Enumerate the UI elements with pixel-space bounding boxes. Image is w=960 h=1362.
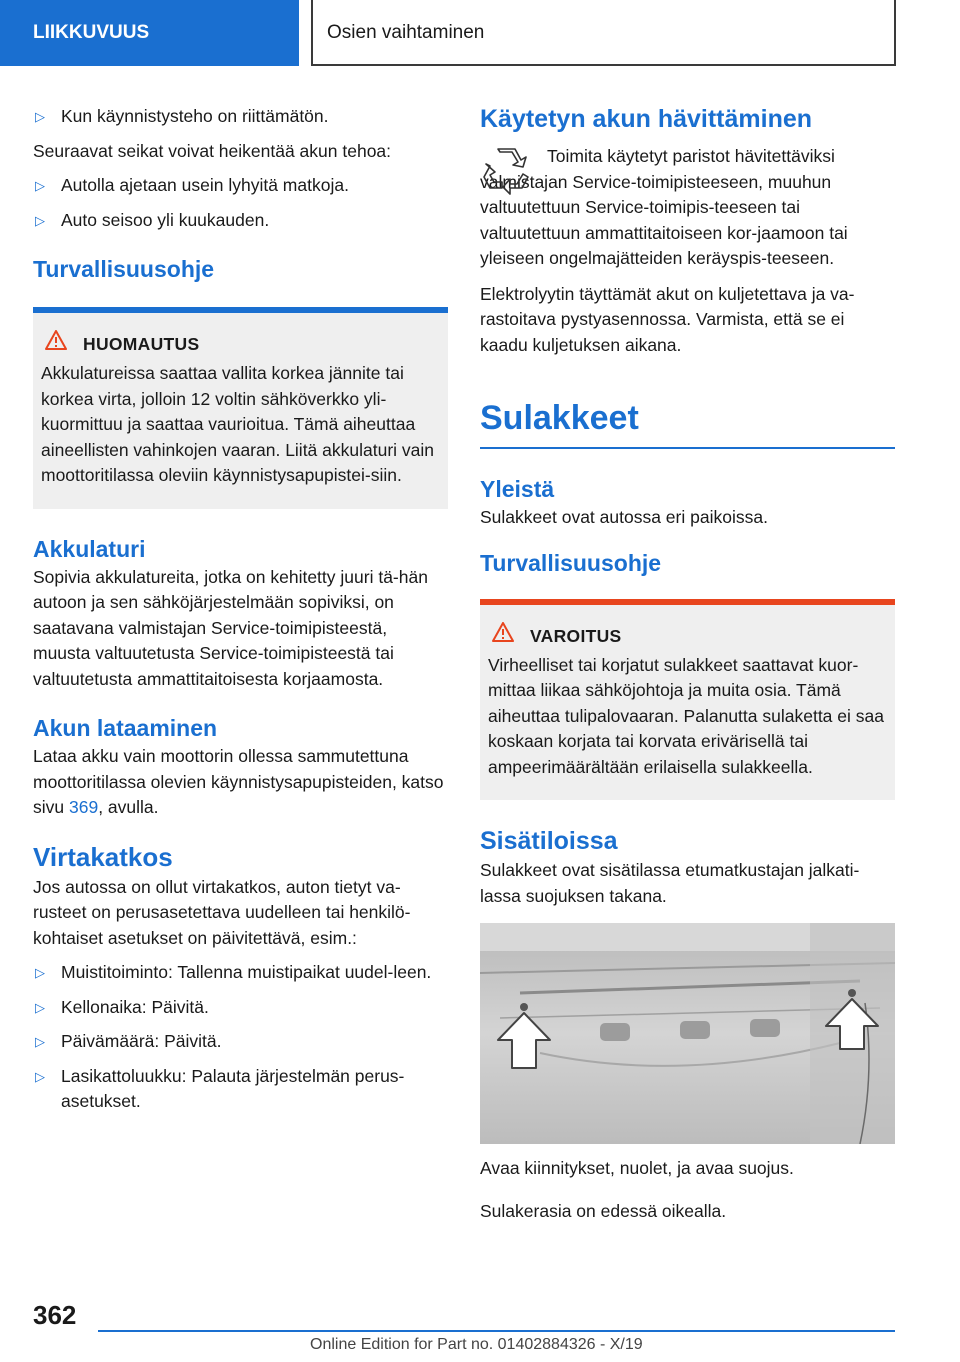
triangle-right-icon: ▷ — [35, 109, 45, 124]
warning-triangle-icon — [492, 622, 514, 642]
outage-text: Jos autossa on ollut virtakatkos, auton tietyt va-rusteet on perusasetettava uudelleen tai henkilö-kohtaiset asetukset on päivitettävä, esim.: — [33, 876, 411, 948]
safety-heading: Turvallisuusohje — [33, 256, 215, 282]
list-item: ▷ Lasikattoluukku: Palauta järjestelmän perus-asetukset. — [35, 1065, 405, 1111]
list-item: ▷ Päivämäärä: Päivitä. — [33, 1029, 448, 1055]
list-item: ▷ Kun käynnistysteho on riittämätön. — [33, 104, 448, 130]
footer-divider — [98, 1330, 895, 1332]
interior-text: Sulakkeet ovat sisätilassa etumatkustajan jalkati-lassa suojuksen takana. — [480, 860, 860, 906]
fuses-heading: Sulakkeet — [480, 399, 639, 437]
section-tab: LIIKKUVUUS — [0, 0, 299, 66]
triangle-right-icon: ▷ — [35, 1068, 45, 1084]
disposal-heading: Käytetyn akun hävittäminen — [480, 105, 813, 133]
notice-text: Akkulatureissa saattaa vallita korkea jännite tai korkea virta, jolloin 12 voltin sähköverkko yli-kuormittuu ja saattaa vaurioitua. Tämä aiheuttaa aineellisten vahinkojen vaaran. Liitä akkulaturi vain moottoritilassa oleviin käynnistysapupistei-siin. — [41, 363, 435, 485]
disposal-text: Toimita käytetyt paristot hävitettäviksi valmistajan Service-toimipisteeseen, muuhun valtuutettuun Service-toimipis-teeseen tai valtuutettuun ammattitaitoiseen kor-jaamoon tai yleiseen ongelmajätteiden keräyspis-teeseen. — [480, 146, 848, 268]
charging-text: Lataa akku vain moottorin ollessa sammutettuna moottoritilassa olevien käynnistysapupisteiden, katso sivu 369, avulla. — [33, 746, 444, 817]
triangle-right-icon: ▷ — [35, 212, 45, 228]
right-column — [480, 104, 895, 1224]
safety-heading-right: Turvallisuusohje — [480, 549, 662, 576]
caption-open-cover: Avaa kiinnitykset, nuolet, ja avaa suojus. — [480, 1158, 794, 1178]
warning-text: Virheelliset tai korjatut sulakkeet saattavat kuor-mittaa liikaa sähköjohtoja ja muita osia. Tämä aiheuttaa tulipalovaaran. Palanutta sulaketta ei saa koskaan korjata tai korvata erivärisellä tai ampeerimäärältään erilaisella sulakkeella. — [488, 654, 884, 777]
chapter-title: Osien vaihtaminen — [311, 0, 896, 66]
interior-heading: Sisätiloissa — [480, 827, 618, 855]
fuse-cover-illustration — [480, 923, 895, 1144]
list-item: ▷ Autolla ajetaan usein lyhyitä matkoja. — [33, 173, 448, 199]
page-header — [0, 0, 960, 66]
electrolyte-text: Elektrolyytin täyttämät akut on kuljetettava ja va-rastoitava pystyasennossa. Varmista, että se ei kaadu kuljetuksen aikana. — [480, 283, 855, 355]
edition-text: Online Edition for Part no. 01402884326 - X/19 — [310, 1336, 643, 1353]
warning-triangle-icon — [45, 330, 67, 350]
charger-heading: Akkulaturi — [33, 535, 146, 562]
page-number: 362 — [33, 1300, 77, 1330]
recycle-icon — [480, 144, 532, 196]
intro-text: Seuraavat seikat voivat heikentää akun tehoa: — [33, 140, 392, 161]
charging-heading: Akun lataaminen — [33, 715, 218, 741]
notice-box — [33, 307, 448, 509]
disposal-block — [480, 144, 895, 272]
warning-title: VAROITUS — [488, 625, 889, 647]
triangle-right-icon: ▷ — [35, 178, 45, 193]
list-item: ▷ Kellonaika: Päivitä. — [33, 995, 448, 1021]
triangle-right-icon: ▷ — [35, 999, 45, 1015]
triangle-right-icon: ▷ — [35, 1034, 45, 1049]
list-item: ▷ Muistitoiminto: Tallenna muistipaikat uudel-leen. — [33, 960, 448, 986]
caption-fuse-box: Sulakerasia on edessä oikealla. — [480, 1200, 727, 1221]
outage-heading: Virtakatkos — [33, 841, 173, 872]
triangle-right-icon: ▷ — [35, 965, 45, 980]
page-link[interactable]: 369 — [68, 797, 99, 817]
notice-title: HUOMAUTUS — [41, 333, 442, 355]
general-heading: Yleistä — [480, 476, 555, 502]
charger-text: Sopivia akkulatureita, jotka on kehitetty juuri tä-hän autoon ja sen sähköjärjestelmään sopiviksi, on saatavana valmistajan Service-toimipisteestä, muusta valtuutetusta Service-toimipisteestä tai valtuutetusta ammattitaitoisesta korjaamosta. — [33, 566, 428, 689]
list-item: ▷ Auto seisoo yli kuukauden. — [33, 208, 448, 234]
divider — [480, 447, 895, 449]
warning-box — [480, 599, 895, 801]
fuse-cover-photo — [480, 923, 895, 1144]
left-column — [33, 104, 448, 1124]
general-text: Sulakkeet ovat autossa eri paikoissa. — [480, 507, 768, 527]
